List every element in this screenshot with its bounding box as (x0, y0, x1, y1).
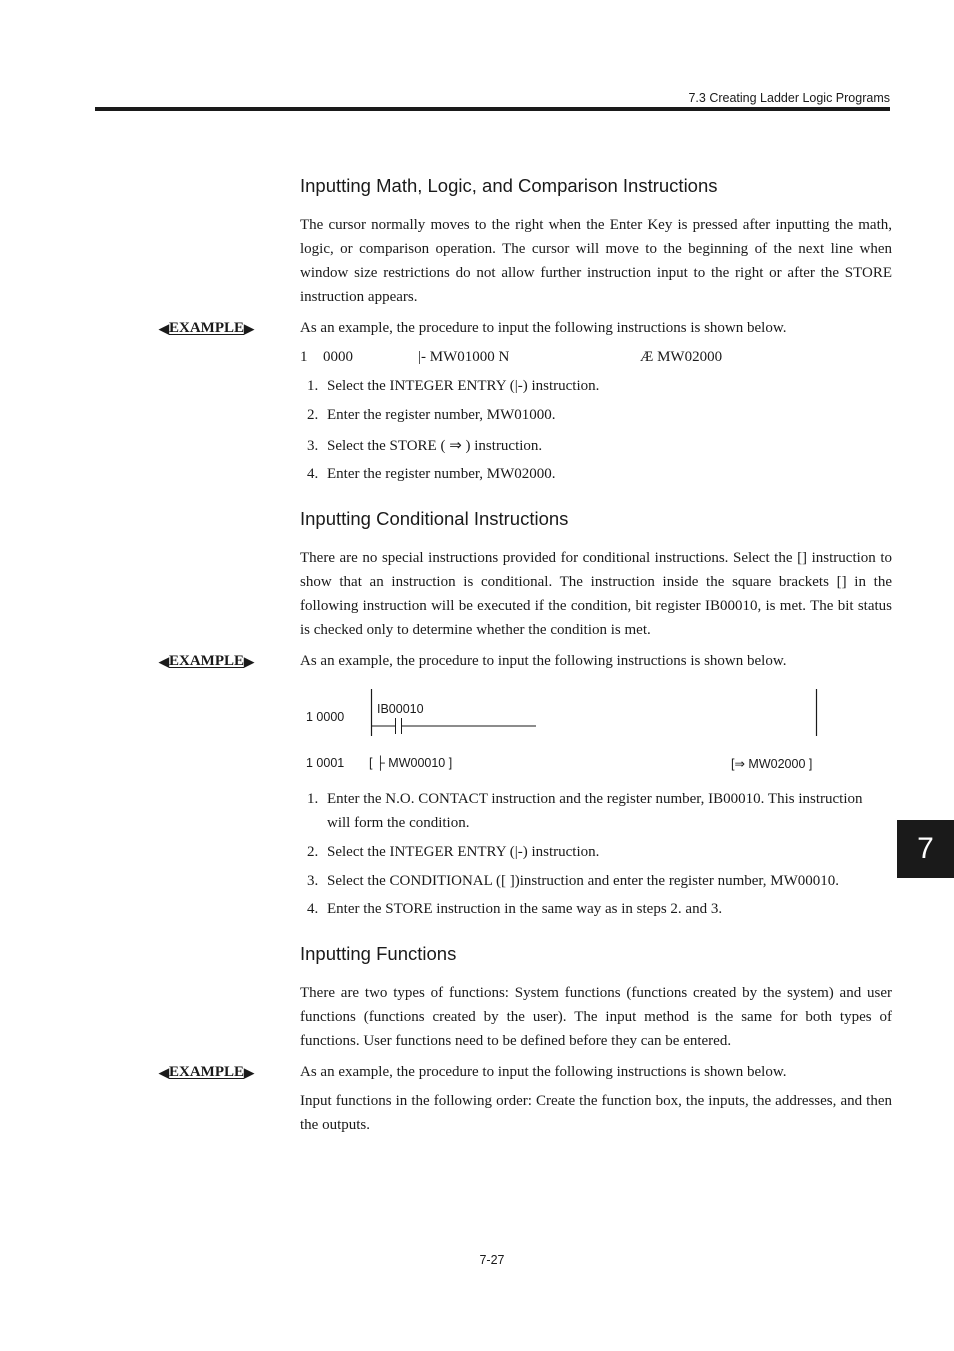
step-text: Select the STORE ( ⇒ ) instruction. (327, 438, 543, 454)
example-marker (159, 1064, 254, 1081)
running-header: 7.3 Creating Ladder Logic Programs (688, 91, 890, 105)
example-text: As an example, the procedure to input the following instructions is shown below. (300, 653, 787, 669)
header-rule (95, 107, 890, 111)
chapter-tab: 7 (897, 820, 954, 878)
store-instruction: [⇒ MW02000 ] (731, 757, 813, 771)
step-number: 2. (307, 407, 319, 423)
code-step: 0000 (323, 349, 353, 365)
rung-label: 1 0001 (306, 756, 345, 770)
example-label: EXAMPLE (169, 1064, 244, 1080)
section-intro-functions: There are two types of functions: System functions (functions created by the system) and user functions (functions created by the user). The input method is the same for both types of functions. User functions need to be defined before they can be entered. (300, 985, 892, 1049)
code-rung: 1 (300, 349, 308, 365)
left-triangle-icon: ◀ (159, 320, 169, 336)
code-store: Æ MW02000 (640, 349, 723, 365)
right-triangle-icon: ▶ (244, 320, 254, 336)
step-text: Enter the N.O. CONTACT instruction and the register number, IB00010. This instruction will form the condition. (327, 791, 863, 831)
step-number: 1. (307, 791, 319, 807)
section-heading-functions: Inputting Functions (300, 943, 457, 964)
example-label: EXAMPLE (169, 653, 244, 669)
section-intro-math: The cursor normally moves to the right when the Enter Key is pressed after inputting the math, logic, or comparison operation. The cursor will move to the beginning of the next line when window size restrictions do not allow further instruction input to the right or after the STORE instruction appears. (300, 217, 892, 305)
section-heading-math: Inputting Math, Logic, and Comparison Instructions (300, 175, 718, 196)
left-triangle-icon: ◀ (159, 653, 169, 669)
step-text: Select the CONDITIONAL ([ ])instruction and enter the register number, MW00010. (327, 873, 840, 889)
ladder-rung-diagram (368, 688, 822, 740)
section-intro-conditional: There are no special instructions provided for conditional instructions. Select the [] instruction to show that an instruction is conditional. The instruction inside the square brackets [] in the following instruction will be executed if the condition, bit register IB00010, is met. The bit status is checked only to determine whether the condition is met. (300, 550, 892, 638)
example-marker (159, 320, 254, 337)
step-number: 3. (307, 438, 319, 454)
rung-label: 1 0000 (306, 710, 345, 724)
step-number: 3. (307, 873, 319, 889)
step-number: 2. (307, 844, 319, 860)
example-text: As an example, the procedure to input the following instructions is shown below. (300, 1064, 787, 1080)
no-contact-symbol (372, 718, 537, 734)
step-text: Select the INTEGER ENTRY (|-) instruction. (327, 378, 600, 394)
example-marker (159, 653, 254, 670)
page-number: 7-27 (479, 1253, 505, 1267)
step-number: 1. (307, 378, 319, 394)
right-triangle-icon: ▶ (244, 653, 254, 669)
left-triangle-icon: ◀ (159, 1064, 169, 1080)
contact-label: IB00010 (377, 702, 424, 716)
step-number: 4. (307, 901, 319, 917)
example-label: EXAMPLE (169, 320, 244, 336)
code-instruction: |- MW01000 N (418, 349, 510, 365)
step-text: Select the INTEGER ENTRY (|-) instruction. (327, 844, 600, 860)
right-triangle-icon: ▶ (244, 1064, 254, 1080)
section-heading-conditional: Inputting Conditional Instructions (300, 508, 569, 529)
functions-order-text: Input functions in the following order: Create the function box, the inputs, the addresses, and then the outputs. (300, 1093, 892, 1133)
step-number: 4. (307, 466, 319, 482)
step-text: Enter the register number, MW02000. (327, 466, 556, 482)
step-text: Enter the STORE instruction in the same way as in steps 2. and 3. (327, 901, 723, 917)
example-text: As an example, the procedure to input the following instructions is shown below. (300, 320, 787, 336)
step-text: Enter the register number, MW01000. (327, 407, 556, 423)
conditional-instruction: [ ├ MW00010 ] (369, 756, 453, 770)
